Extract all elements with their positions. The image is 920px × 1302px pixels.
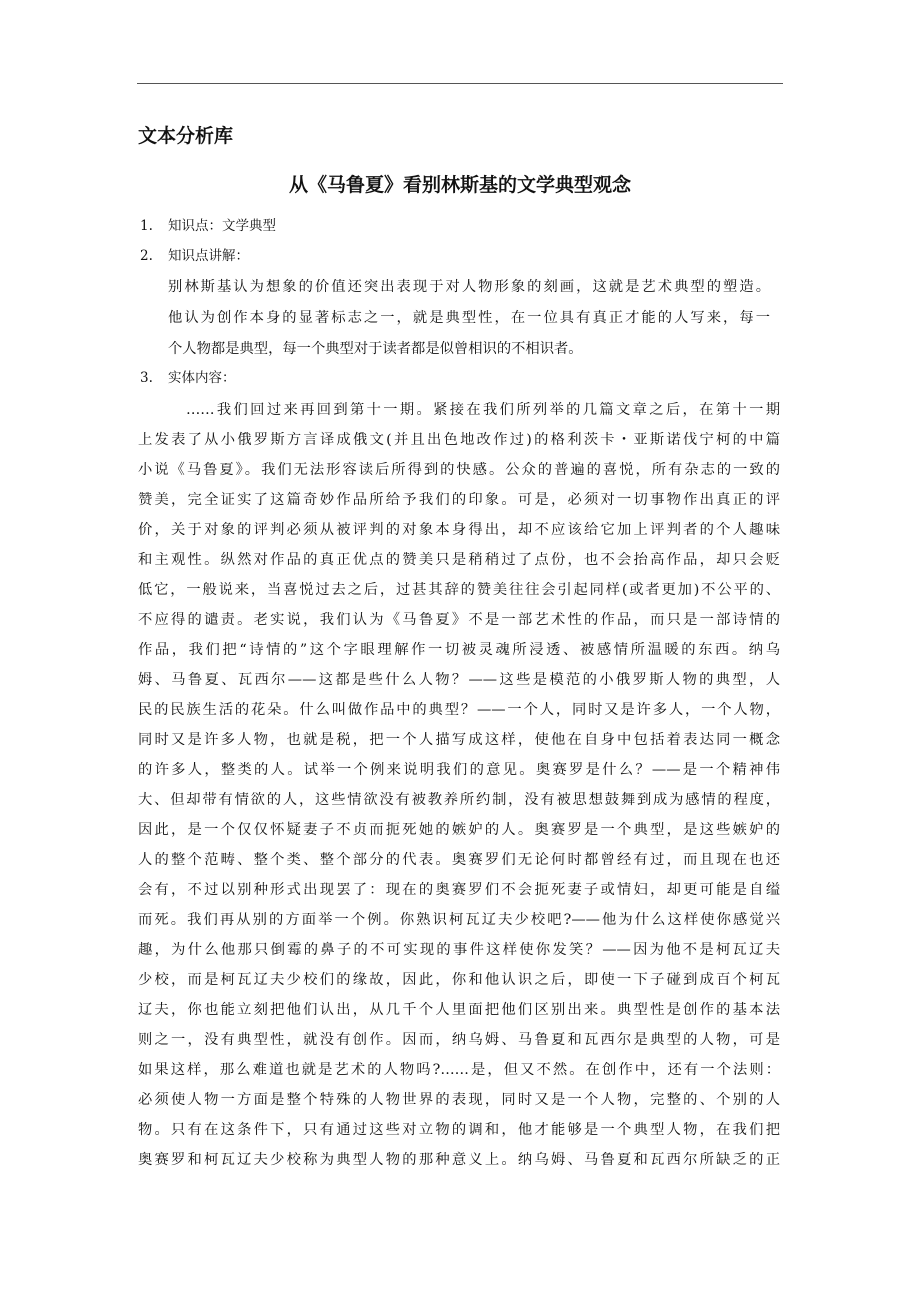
paragraph-line: 大、但却带有情欲的人，这些情欲没有被教养所约制，没有被思想鼓舞到成为感情的程度， bbox=[138, 792, 780, 808]
paragraph-line: 上发表了从小俄罗斯方言译成俄文(并且出色地改作过)的格利茨卡・亚斯诺伐宁柯的中篇 bbox=[138, 432, 780, 448]
item-text: 知识点：文学典型 bbox=[168, 218, 276, 234]
paragraph-line: 小说《马鲁夏》。我们无法形容读后所得到的快感。公众的普遍的喜悦，所有杂志的一致的 bbox=[138, 462, 780, 478]
paragraph-line: 的许多人，整类的人。试举一个例来说明我们的意见。奥赛罗是什么？——是一个精神伟 bbox=[138, 762, 780, 778]
paragraph-line: 少校，而是柯瓦辽夫少校们的缘故，因此，你和他认识之后，即使一下子碰到成百个柯瓦 bbox=[138, 972, 780, 988]
item-text: 实体内容： bbox=[168, 370, 236, 386]
paragraph-line: 会有，不过以别种形式出现罢了：现在的奥赛罗们不会扼死妻子或情妇，却更可能是自缢 bbox=[138, 882, 780, 898]
document-title: 从《马鲁夏》看别林斯基的文学典型观念 bbox=[288, 174, 631, 196]
list-item bbox=[140, 366, 236, 386]
header-rule bbox=[137, 83, 783, 84]
paragraph-line: 低它，一般说来，当喜悦过去之后，过甚其辞的赞美往往会引起同样(或者更加)不公平的、 bbox=[138, 582, 780, 598]
list-item bbox=[140, 214, 276, 234]
paragraph-line: 辽夫，你也能立刻把他们认出，从几千个人里面把他们区别出来。典型性是创作的基本法 bbox=[138, 1002, 780, 1018]
paragraph-line: 奥赛罗和柯瓦辽夫少校称为典型人物的那种意义上。纳乌姆、马鲁夏和瓦西尔所缺乏的正 bbox=[138, 1152, 780, 1168]
item-number: 3. bbox=[140, 370, 153, 386]
item-text: 知识点讲解： bbox=[168, 248, 249, 264]
paragraph-line: 赞美，完全证实了这篇奇妙作品所给予我们的印象。可是，必须对一切事物作出真正的评 bbox=[138, 492, 780, 508]
paragraph-line: 则之一，没有典型性，就没有创作。因而，纳乌姆、马鲁夏和瓦西尔是典型的人物，可是 bbox=[138, 1032, 780, 1048]
paragraph-line: 如果这样，那么难道也就是艺术的人物吗?……是，但又不然。在创作中，还有一个法则： bbox=[138, 1062, 780, 1078]
paragraph-line: 和主观性。纵然对作品的真正优点的赞美只是稍稍过了点份，也不会抬高作品，却只会贬 bbox=[138, 552, 780, 568]
paragraph-line: 不应得的谴责。老实说，我们认为《马鲁夏》不是一部艺术性的作品，而只是一部诗情的 bbox=[138, 612, 780, 628]
paragraph-line: 他认为创作本身的显著标志之一，就是典型性，在一位具有真正才能的人写来，每一 bbox=[168, 310, 770, 326]
paragraph-line: 物。只有在这条件下，只有通过这些对立物的调和，他才能够是一个典型人物，在我们把 bbox=[138, 1122, 780, 1138]
paragraph-line: ……我们回过来再回到第十一期。紧接在我们所列举的几篇文章之后，在第十一期 bbox=[186, 402, 780, 418]
item-number: 1. bbox=[140, 218, 153, 234]
paragraph-line: 因此，是一个仅仅怀疑妻子不贞而扼死她的嫉妒的人。奥赛罗是一个典型，是这些嫉妒的 bbox=[138, 822, 780, 838]
library-header: 文本分析库 bbox=[138, 125, 234, 147]
explanation-paragraph bbox=[168, 272, 770, 365]
paragraph-line: 价，关于对象的评判必须从被评判的对象本身得出，却不应该给它加上评判者的个人趣味 bbox=[138, 522, 780, 538]
paragraph-line: 同时又是许多人物，也就是税，把一个人描写成这样，使他在自身中包括着表达同一概念 bbox=[138, 732, 780, 748]
paragraph-line: 而死。我们再从别的方面举一个例。你熟识柯瓦辽夫少校吧?——他为什么这样使你感觉兴 bbox=[138, 912, 780, 928]
body-paragraph bbox=[138, 395, 780, 1175]
paragraph-line: 姆、马鲁夏、瓦西尔——这都是些什么人物？——这些是模范的小俄罗斯人物的典型，人 bbox=[138, 672, 780, 688]
paragraph-line: 必须使人物一方面是整个特殊的人物世界的表现，同时又是一个人物，完整的、个别的人 bbox=[138, 1092, 780, 1108]
paragraph-line: 个人物都是典型，每一个典型对于读者都是似曾相识的不相识者。 bbox=[168, 341, 583, 357]
paragraph-line: 作品，我们把“诗情的”这个字眼理解作一切被灵魂所浸透、被感情所温暖的东西。纳乌 bbox=[138, 642, 780, 658]
paragraph-line: 趣，为什么他那只倒霉的鼻子的不可实现的事件这样使你发笑？——因为他不是柯瓦辽夫 bbox=[138, 942, 780, 958]
paragraph-line: 别林斯基认为想象的价值还突出表现于对人物形象的刻画，这就是艺术典型的塑造。 bbox=[168, 279, 770, 295]
paragraph-line: 人的整个范畴、整个类、整个部分的代表。奥赛罗们无论何时都曾经有过，而且现在也还 bbox=[138, 852, 780, 868]
paragraph-line: 民的民族生活的花朵。什么叫做作品中的典型？——一个人，同时又是许多人，一个人物， bbox=[138, 702, 780, 718]
item-number: 2. bbox=[140, 248, 153, 264]
list-item bbox=[140, 244, 249, 264]
